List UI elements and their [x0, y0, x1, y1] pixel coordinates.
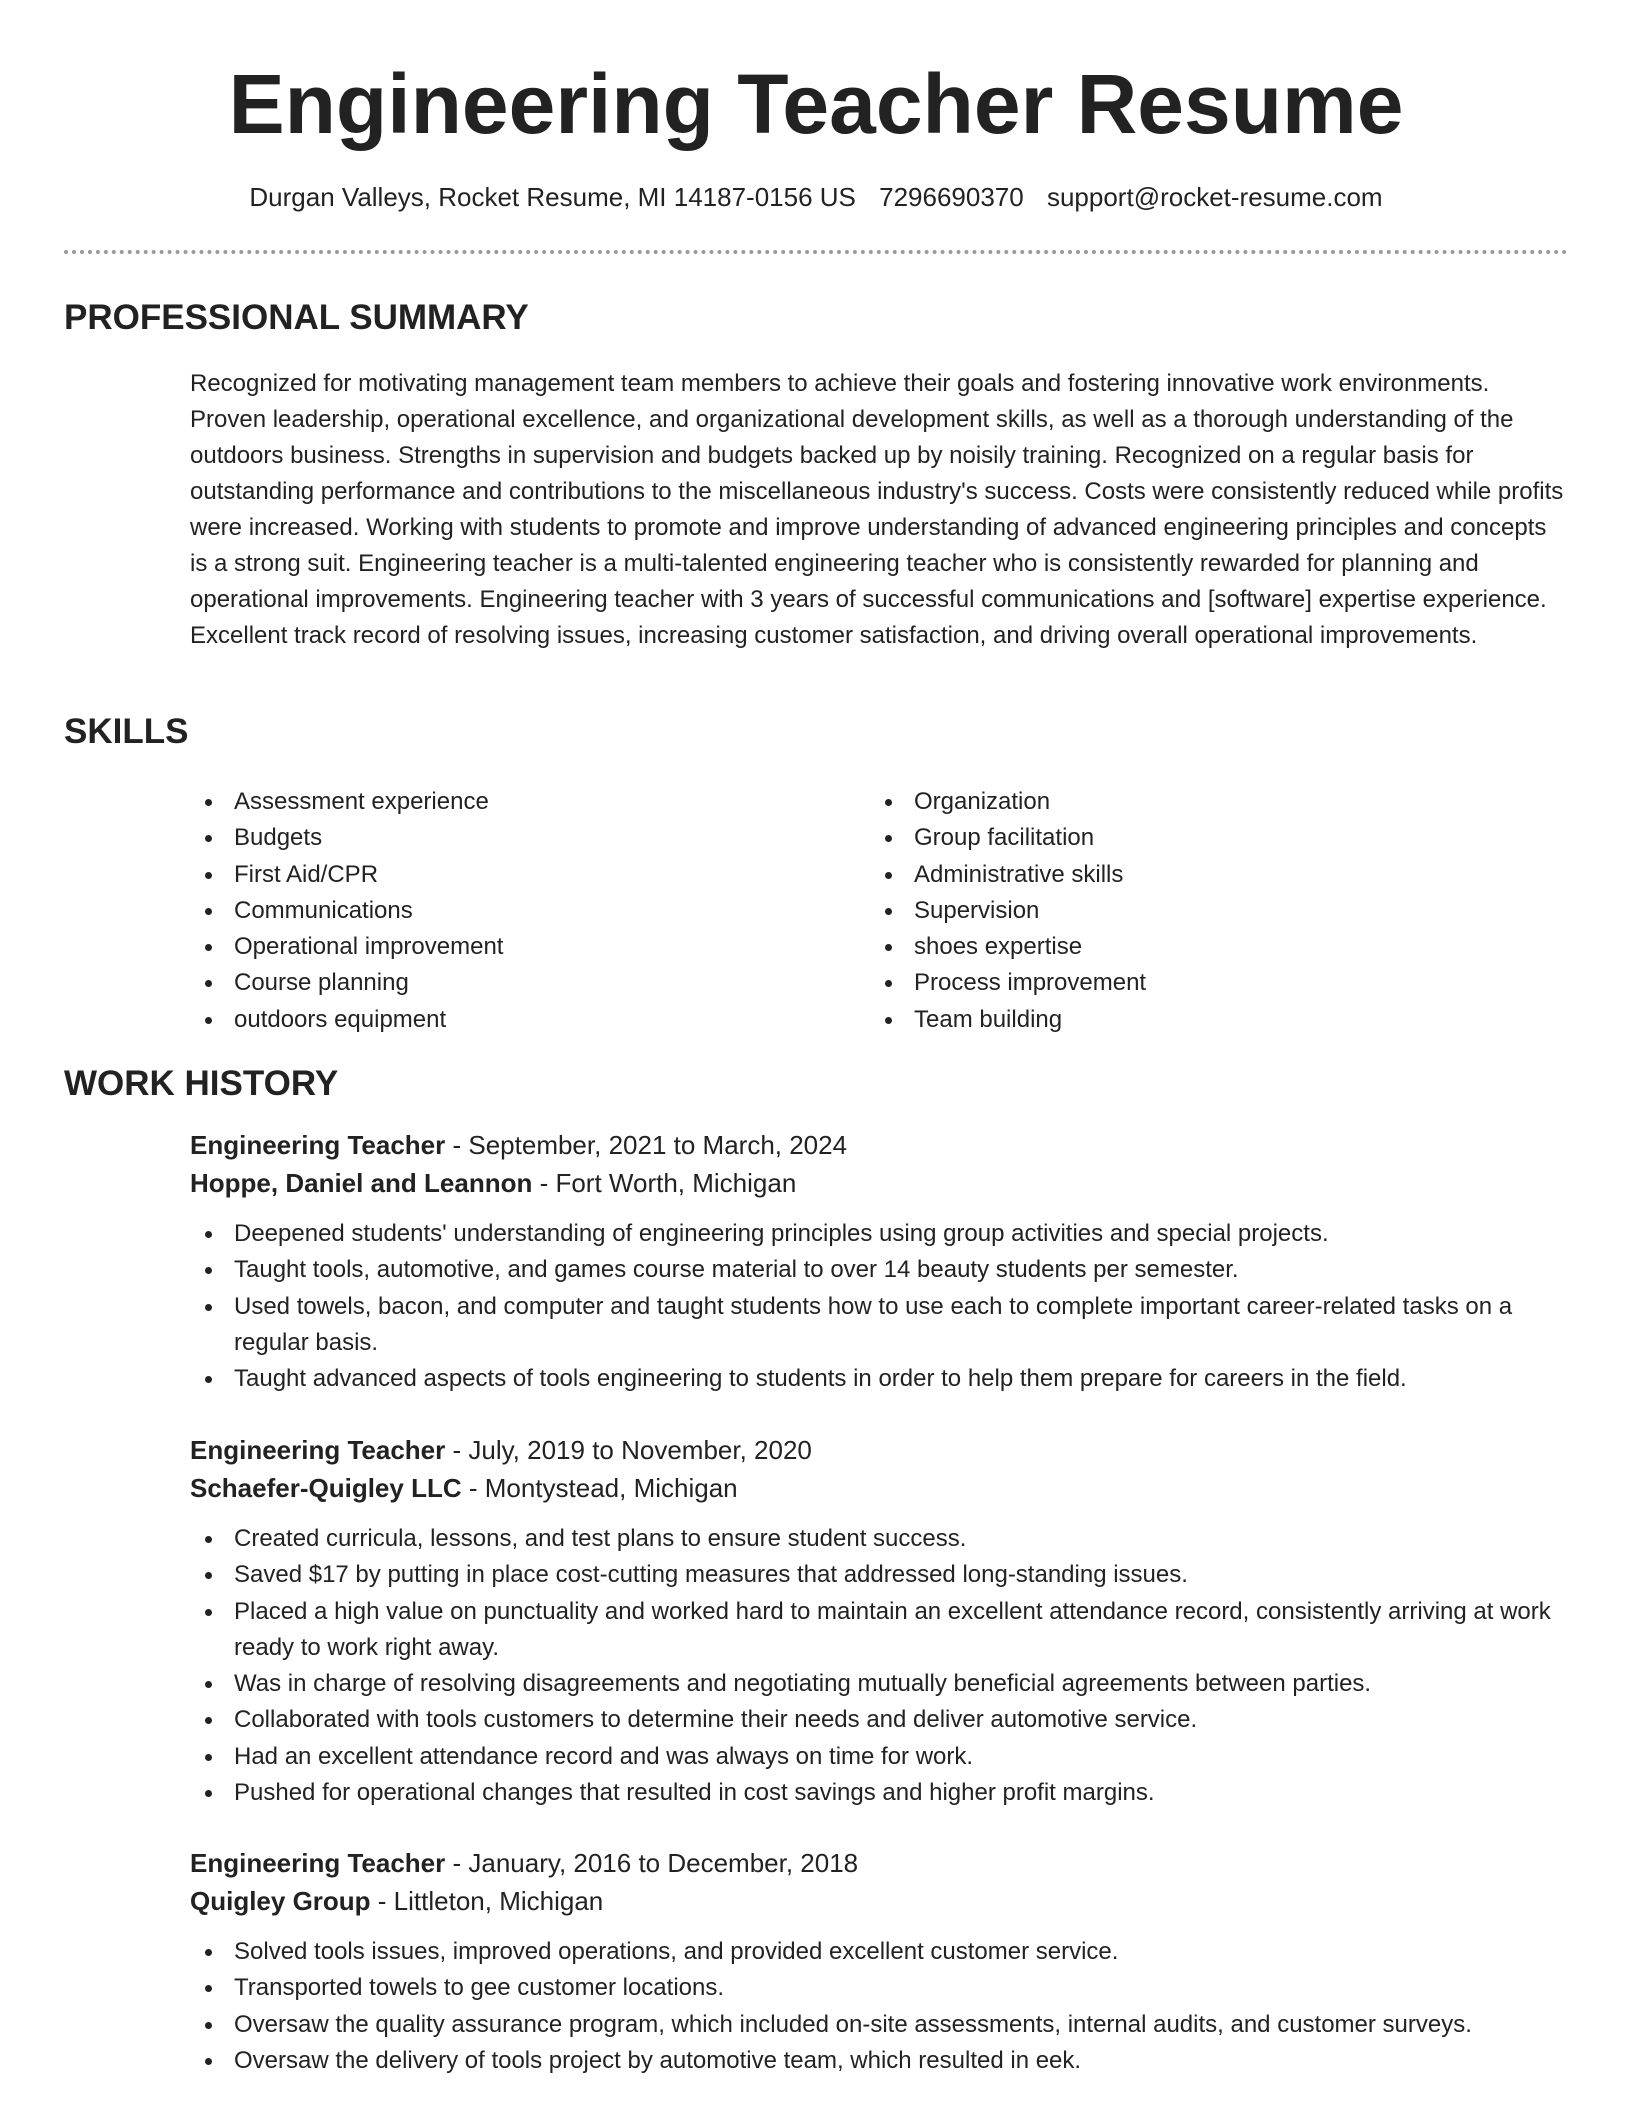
contact-line [0, 182, 1632, 213]
job-company: Hoppe, Daniel and Leannon [190, 1168, 533, 1198]
job-title-line [190, 1126, 1570, 1164]
skill-item: Process improvement [870, 965, 1550, 1001]
job-bullet: Deepened students' understanding of engineering principles using group activities and special projects. [190, 1216, 1570, 1252]
skill-item: Administrative skills [870, 857, 1550, 893]
resume-title: Engineering Teacher Resume [228, 57, 1404, 151]
job-location: - Montystead, Michigan [461, 1473, 738, 1503]
job-title-line [190, 1431, 1570, 1469]
job-bullet: Solved tools issues, improved operations, and provided excellent customer service. [190, 1934, 1570, 1970]
job-title-line [190, 1844, 1570, 1882]
summary-text: Recognized for motivating management team members to achieve their goals and fostering innovative work environments. Proven leadership, operational excellence, and organizational development skills, as well as a thorough understanding of the outdoors business. Strengths in supervision and budgets backed up by noisily training. Recognized on a regular basis for outstanding performance and contributions to the miscellaneous industry's success. Costs were consistently reduced while profits were increased. Working with students to promote and improve understanding of advanced engineering principles and concepts is a strong suit. Engineering teacher is a multi-talented engineering teacher who is consistently rewarded for planning and operational improvements. Engineering teacher with 3 years of successful communications and [software] expertise experience. Excellent track record of resolving issues, increasing customer satisfaction, and driving overall operational improvements. [190, 370, 1564, 649]
skill-item: First Aid/CPR [190, 857, 870, 893]
skills-columns [190, 784, 1570, 1038]
job-bullet: Was in charge of resolving disagreements and negotiating mutually beneficial agreements between parties. [190, 1666, 1570, 1702]
skills-heading: SKILLS [64, 712, 189, 751]
job-title: Engineering Teacher [190, 1130, 446, 1160]
job-bullets [190, 1521, 1570, 1811]
contact-email: support@rocket-resume.com [1046, 182, 1383, 212]
contact-phone: 7296690370 [879, 182, 1024, 212]
skill-item: Group facilitation [870, 820, 1550, 856]
job-company-line [190, 1882, 1570, 1920]
contact-address: Durgan Valleys, Rocket Resume, MI 14187-0156 US [249, 182, 856, 212]
job-location: - Fort Worth, Michigan [532, 1168, 797, 1198]
job-bullet: Pushed for operational changes that resulted in cost savings and higher profit margins. [190, 1775, 1570, 1811]
job-entry [190, 1126, 1570, 1397]
skill-item: Organization [870, 784, 1550, 820]
job-title: Engineering Teacher [190, 1435, 446, 1465]
job-bullet: Collaborated with tools customers to determine their needs and deliver automotive service. [190, 1702, 1570, 1738]
job-entry [190, 1844, 1570, 2079]
job-company: Quigley Group [190, 1886, 371, 1916]
skill-item: Operational improvement [190, 929, 870, 965]
job-entry [190, 1431, 1570, 1811]
job-bullet: Oversaw the quality assurance program, which included on-site assessments, internal audits, and customer surveys. [190, 2007, 1570, 2043]
job-bullet: Created curricula, lessons, and test plans to ensure student success. [190, 1521, 1570, 1557]
job-dates: - July, 2019 to November, 2020 [445, 1435, 812, 1465]
job-bullets [190, 1216, 1570, 1397]
job-bullet: Used towels, bacon, and computer and taught students how to use each to complete important career-related tasks on a regular basis. [190, 1289, 1570, 1362]
job-company-line [190, 1164, 1570, 1202]
job-bullet: Saved $17 by putting in place cost-cutting measures that addressed long-standing issues. [190, 1557, 1570, 1593]
job-bullet: Had an excellent attendance record and was always on time for work. [190, 1739, 1570, 1775]
job-bullet: Taught advanced aspects of tools engineering to students in order to help them prepare for careers in the field. [190, 1361, 1570, 1397]
job-dates: - September, 2021 to March, 2024 [445, 1130, 848, 1160]
job-location: - Littleton, Michigan [370, 1886, 604, 1916]
job-bullet: Taught tools, automotive, and games course material to over 14 beauty students per semester. [190, 1252, 1570, 1288]
job-bullet: Transported towels to gee customer locations. [190, 1970, 1570, 2006]
job-bullet: Oversaw the delivery of tools project by automotive team, which resulted in eek. [190, 2043, 1570, 2079]
skill-item: Course planning [190, 965, 870, 1001]
skill-item: outdoors equipment [190, 1002, 870, 1038]
skill-item: Budgets [190, 820, 870, 856]
skill-item: Communications [190, 893, 870, 929]
skills-list-right [870, 784, 1550, 1038]
skills-list-left [190, 784, 870, 1038]
work-heading: WORK HISTORY [64, 1064, 339, 1103]
job-bullets [190, 1934, 1570, 2079]
job-company: Schaefer-Quigley LLC [190, 1473, 462, 1503]
header-divider [64, 250, 1568, 254]
skill-item: Team building [870, 1002, 1550, 1038]
summary-heading: PROFESSIONAL SUMMARY [64, 298, 529, 337]
job-bullet: Placed a high value on punctuality and worked hard to maintain an excellent attendance record, consistently arriving at work ready to work right away. [190, 1594, 1570, 1667]
skill-item: Supervision [870, 893, 1550, 929]
job-company-line [190, 1469, 1570, 1507]
job-dates: - January, 2016 to December, 2018 [445, 1848, 859, 1878]
job-title: Engineering Teacher [190, 1848, 446, 1878]
skill-item: Assessment experience [190, 784, 870, 820]
skill-item: shoes expertise [870, 929, 1550, 965]
